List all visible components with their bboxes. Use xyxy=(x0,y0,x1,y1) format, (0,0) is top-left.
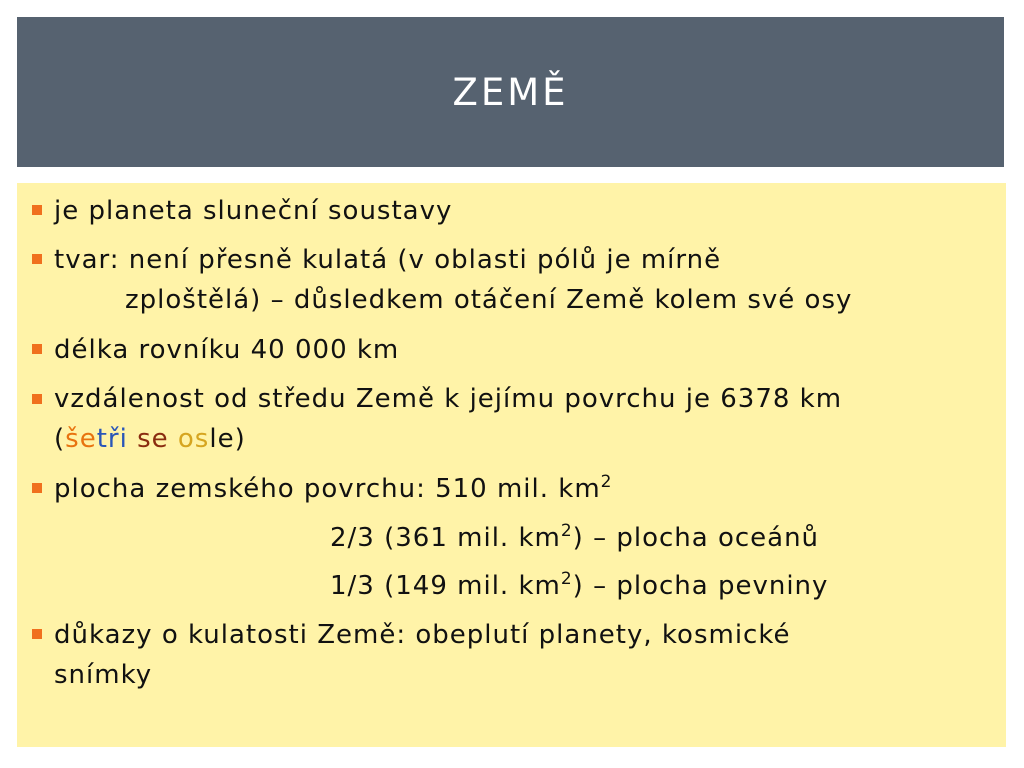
mnemonic-part-1: še xyxy=(65,424,97,454)
sub-1-text-a: 2/3 (361 mil. km xyxy=(330,523,561,553)
slide-title: ZEMĚ xyxy=(452,70,569,114)
mnemonic-part-5: le xyxy=(209,424,235,454)
bullet-item-5-sup: 2 xyxy=(600,472,613,492)
bullet-marker-2 xyxy=(32,254,42,264)
sub-2-text-a: 1/3 (149 mil. km xyxy=(330,571,561,601)
sub-2-sup: 2 xyxy=(560,569,573,589)
bullet-item-5-sub-2 xyxy=(330,571,828,601)
bullet-marker-5 xyxy=(32,483,42,493)
bullet-marker-6 xyxy=(32,629,42,639)
bullet-item-6-line-2: snímky xyxy=(54,660,153,690)
mnemonic-part-2: tři xyxy=(96,424,128,454)
bullet-marker-1 xyxy=(32,205,42,215)
content-area xyxy=(17,183,1006,747)
paren-open: ( xyxy=(54,424,66,454)
sub-1-text-b: ) – plocha oceánů xyxy=(572,523,820,553)
mnemonic-part-4: os xyxy=(177,424,210,454)
bullet-item-5 xyxy=(54,474,613,504)
bullet-item-3: délka rovníku 40 000 km xyxy=(54,335,400,365)
sub-2-text-b: ) – plocha pevniny xyxy=(572,571,829,601)
bullet-item-4-line-2 xyxy=(54,424,246,454)
bullet-item-1: je planeta sluneční soustavy xyxy=(54,196,453,226)
bullet-item-6-line-1: důkazy o kulatosti Země: obeplutí planety, kosmické xyxy=(54,620,791,650)
paren-close: ) xyxy=(234,424,246,454)
bullet-item-2-line-1: tvar: není přesně kulatá (v oblasti pólů je mírně xyxy=(54,245,722,275)
bullet-item-2-line-2: zploštělá) – důsledkem otáčení Země kolem své osy xyxy=(125,285,853,315)
sub-1-sup: 2 xyxy=(560,521,573,541)
title-bar xyxy=(17,17,1004,167)
mnemonic-part-3: se xyxy=(137,424,169,454)
mnemonic-space-1 xyxy=(128,424,137,454)
bullet-marker-3 xyxy=(32,344,42,354)
bullet-item-5-sub-1 xyxy=(330,523,819,553)
bullet-item-5-text: plocha zemského povrchu: 510 mil. km xyxy=(54,474,601,504)
bullet-marker-4 xyxy=(32,394,42,404)
bullet-item-4-line-1: vzdálenost od středu Země k jejímu povrchu je 6378 km xyxy=(54,384,843,414)
mnemonic-space-2 xyxy=(169,424,178,454)
